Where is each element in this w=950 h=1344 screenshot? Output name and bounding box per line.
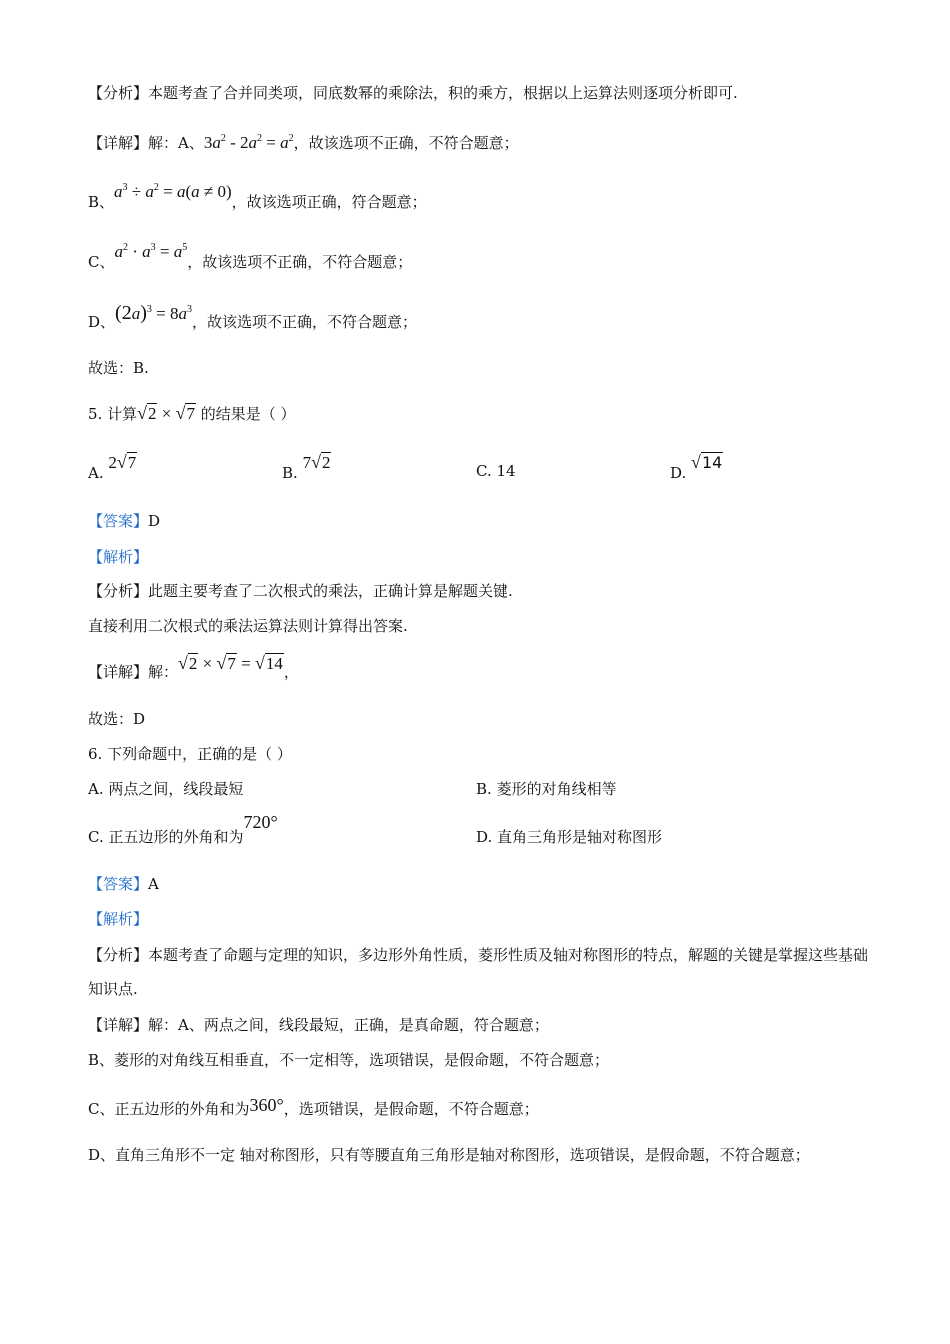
q6-analysis: 【分析】本题考查了命题与定理的知识，多边形外角性质，菱形性质及轴对称图形的特点，解题的关键是掌握这些基础知识点. <box>88 946 869 998</box>
q6-option-c: C. 正五边形的外角和为720° <box>88 812 278 846</box>
q4-detail-a: 【详解】解：A、$3a^2 - 2a^2 = a^2$，故该选项不正确，不符合题意； <box>88 133 519 152</box>
q6-option-c-math: 720° <box>243 812 278 832</box>
q5-detail-expression: √2 × √7 = √14 <box>178 653 283 673</box>
q6-detail-d: D、直角三角形不一定 轴对称图形，只有等腰直角三角形是轴对称图形，选项错误，是假命题，不符合题意； <box>88 1146 810 1164</box>
q5-stem-expression: √2 × √7 <box>137 403 195 423</box>
q4-detail-c: C、$a^2 \cdot a^3 = a^5$，故该选项不正确，不符合题意； <box>88 242 413 271</box>
q6-detail-c-math: 360° <box>249 1095 284 1115</box>
q6-option-a: A. 两点之间，线段最短 <box>88 780 244 798</box>
q4-c-expression: $a^2 \cdot a^3 = a^5$ <box>114 242 188 261</box>
q5-answer: 【答案】D <box>88 512 161 530</box>
q6-stem: 6. 下列命题中，正确的是（ ） <box>88 745 292 763</box>
q4-conclusion: 故选：B. <box>88 359 149 377</box>
q5-option-d: D. √14 <box>670 452 723 482</box>
q5-detail: 【详解】解：√2 × √7 = √14， <box>88 653 299 681</box>
q4-a-expression: $3a^2 - 2a^2 = a^2$ <box>203 133 294 152</box>
q6-answer: 【答案】A <box>88 875 159 893</box>
q5-option-c: C. 14 <box>476 462 516 480</box>
q5-analysis: 【分析】此题主要考查了二次根式的乘法，正确计算是解题关键. <box>88 582 513 600</box>
q6-option-d: D. 直角三角形是轴对称图形 <box>476 828 663 846</box>
q5-conclusion: 故选：D <box>88 710 146 728</box>
q5-option-a: A. 2√7 <box>88 452 137 482</box>
q5-option-d-value: √14 <box>691 452 723 472</box>
q5-analysis-tag: 【解析】 <box>88 548 149 566</box>
q5-method: 直接利用二次根式的乘法运算法则计算得出答案. <box>88 617 408 635</box>
q5-stem: 5. 计算√2 × √7 的结果是（ ） <box>88 403 296 423</box>
q4-d-expression: $(2a)^3 = 8a^3$ <box>115 302 192 324</box>
q5-option-b-value: 7√2 <box>302 452 331 472</box>
q4-b-expression: $a^3 \div a^2 = a(a \ne 0)$ <box>114 182 232 201</box>
q6-option-b: B. 菱形的对角线相等 <box>476 780 617 798</box>
q6-detail-a: 【详解】解：A、两点之间，线段最短，正确，是真命题，符合题意； <box>88 1016 549 1034</box>
q6-detail-c: C、正五边形的外角和为360°，选项错误，是假命题，不符合题意； <box>88 1095 539 1118</box>
q5-option-b: B. 7√2 <box>282 452 331 482</box>
q4-detail-b: B、$a^3 \div a^2 = a(a \ne 0)$，故该选项正确，符合题意； <box>88 182 427 211</box>
q6-analysis-tag: 【解析】 <box>88 910 149 928</box>
q5-option-a-value: 2√7 <box>108 452 137 472</box>
q4-analysis: 【分析】本题考查了合并同类项，同底数幂的乘除法，积的乘方，根据以上运算法则逐项分析即可. <box>88 84 738 102</box>
q4-detail-d: D、$(2a)^3 = 8a^3$，故该选项不正确，不符合题意； <box>88 302 417 331</box>
q6-detail-b: B、菱形的对角线互相垂直，不一定相等，选项错误，是假命题，不符合题意； <box>88 1051 610 1069</box>
